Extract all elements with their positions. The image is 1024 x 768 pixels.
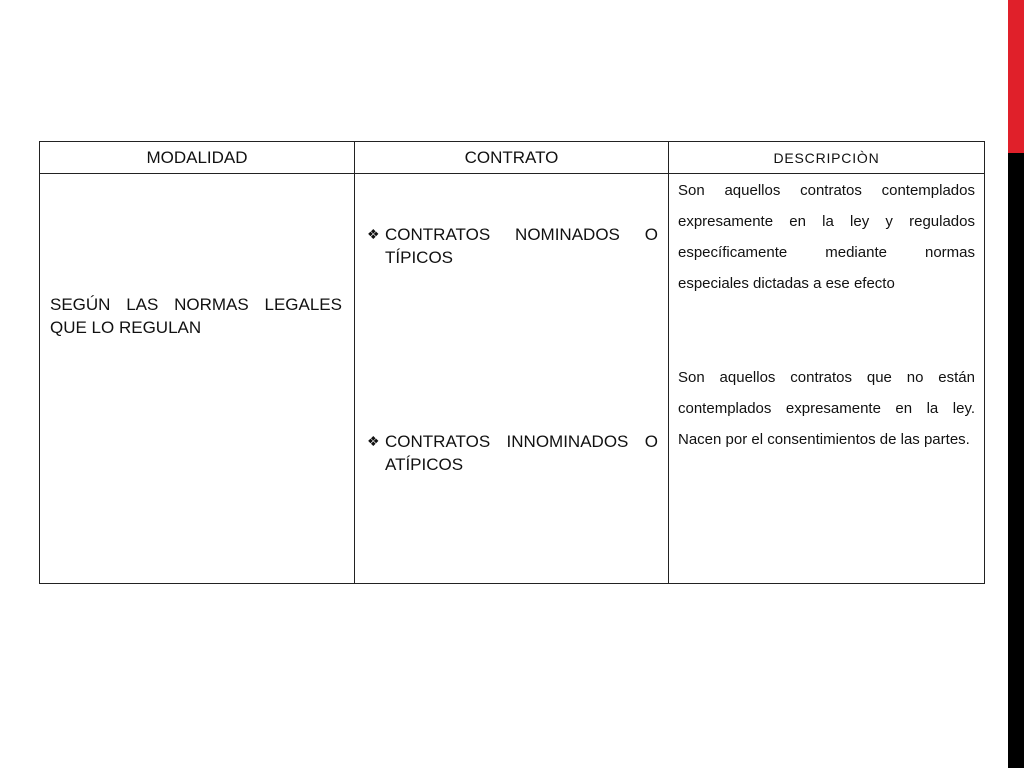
accent-bar-top [1008,0,1024,153]
contracts-table [39,141,985,584]
diamond-bullet-icon: ❖ [367,433,380,449]
header-modalidad: MODALIDAD [40,142,355,174]
table-header-row [40,142,985,174]
descripcion-cell [669,174,985,584]
modalidad-text: SEGÚN LAS NORMAS LEGALES QUE LO REGULAN [50,295,342,337]
contract-label: CONTRATOS NOMINADOS O TÍPICOS [385,225,658,267]
header-contrato: CONTRATO [355,142,669,174]
contract-item-nominados [367,223,658,269]
contrato-cell [355,174,669,584]
header-descripcion: DESCRIPCIÒN [669,142,985,174]
description-innominados: Son aquellos contratos que no están contemplados expresamente en la ley. Nacen por el consentimientos de las partes. [678,369,975,448]
table-row [40,174,985,584]
accent-bar-bottom [1008,153,1024,768]
description-nominados: Son aquellos contratos contemplados expresamente en la ley y regulados específicamente mediante normas especiales dictadas a ese efecto [678,182,975,292]
contract-label: CONTRATOS INNOMINADOS O ATÍPICOS [385,432,658,474]
diamond-bullet-icon: ❖ [367,226,380,242]
contract-item-innominados [367,430,658,476]
modalidad-cell [40,174,355,584]
